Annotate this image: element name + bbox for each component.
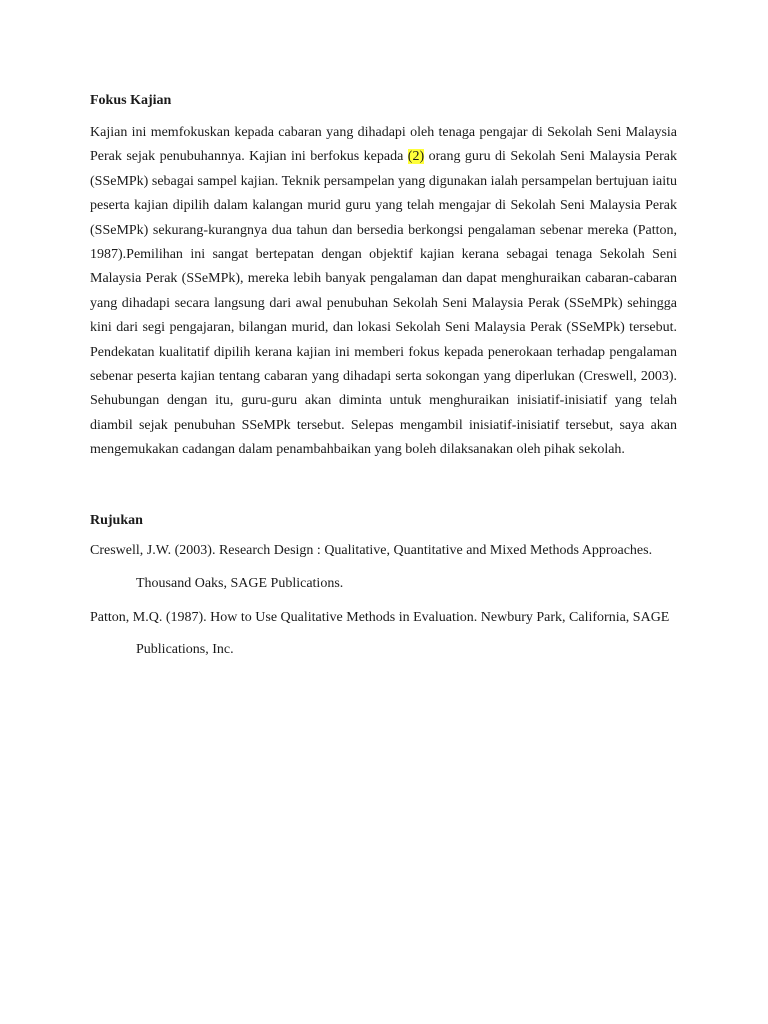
paragraph-text-start: Kajian ini memfokuskan kepada cabaran yang dihadapi oleh tenaga pengajar di Sekolah Seni Malaysia Perak sejak penubuhannya. Kajian ini berfokus kepada	[90, 125, 677, 165]
reference-entry-patton: Patton, M.Q. (1987). How to Use Qualitative Methods in Evaluation. Newbury Park, California, SAGE	[90, 610, 670, 625]
reference-entry-creswell: Creswell, J.W. (2003). Research Design : Qualitative, Quantitative and Mixed Methods Approaches.	[90, 543, 653, 558]
section-heading-rujukan: Rujukan	[90, 513, 143, 528]
paragraph-text-end: orang guru di Sekolah Seni Malaysia Perak (SSeMPk) sebagai sampel kajian. Teknik persampelan yang digunakan ialah persampelan bertujuan iaitu peserta kajian dipilih dalam kalangan murid guru yang telah mengajar di Sekolah Seni Malaysia Perak (SSeMPk) sekurang-kurangnya dua tahun dan bersedia berkongsi pengalaman sebenar mereka (Patton, 1987).Pemilihan ini sangat bertepatan dengan objektif kajian kerana sebagai tenaga Sekolah Seni Malaysia Perak (SSeMPk), mereka lebih banyak pengalaman dan dapat menghuraikan cabaran-cabaran yang dihadapi secara langsung dari awal penubuhan Sekolah Seni Malaysia Perak (SSeMPk) sehingga kini dari segi pengajaran, bilangan murid, dan lokasi Sekolah Seni Malaysia Perak (SSeMPk) tersebut. Pendekatan kualitatif dipilih kerana kajian ini memberi fokus kepada penerokaan terhadap pengalaman sebenar peserta kajian tentang cabaran yang dihadapi serta sokongan yang diperlukan (Creswell, 2003). Sehubungan dengan itu, guru-guru akan diminta untuk menghuraikan inisiatif-inisiatif yang telah diambil sejak penubuhan SSeMPk tersebut. Selepas mengambil inisiatif-inisiatif tersebut, saya akan mengemukakan cadangan dalam penambahbaikan yang boleh dilaksanakan oleh pihak sekolah.	[90, 149, 677, 458]
reference-entry-creswell-continuation: Thousand Oaks, SAGE Publications.	[136, 576, 344, 591]
body-paragraph	[90, 121, 677, 463]
highlighted-number: (2)	[407, 149, 425, 165]
reference-entry-patton-continuation: Publications, Inc.	[136, 642, 234, 657]
section-heading-fokus-kajian: Fokus Kajian	[90, 93, 172, 108]
